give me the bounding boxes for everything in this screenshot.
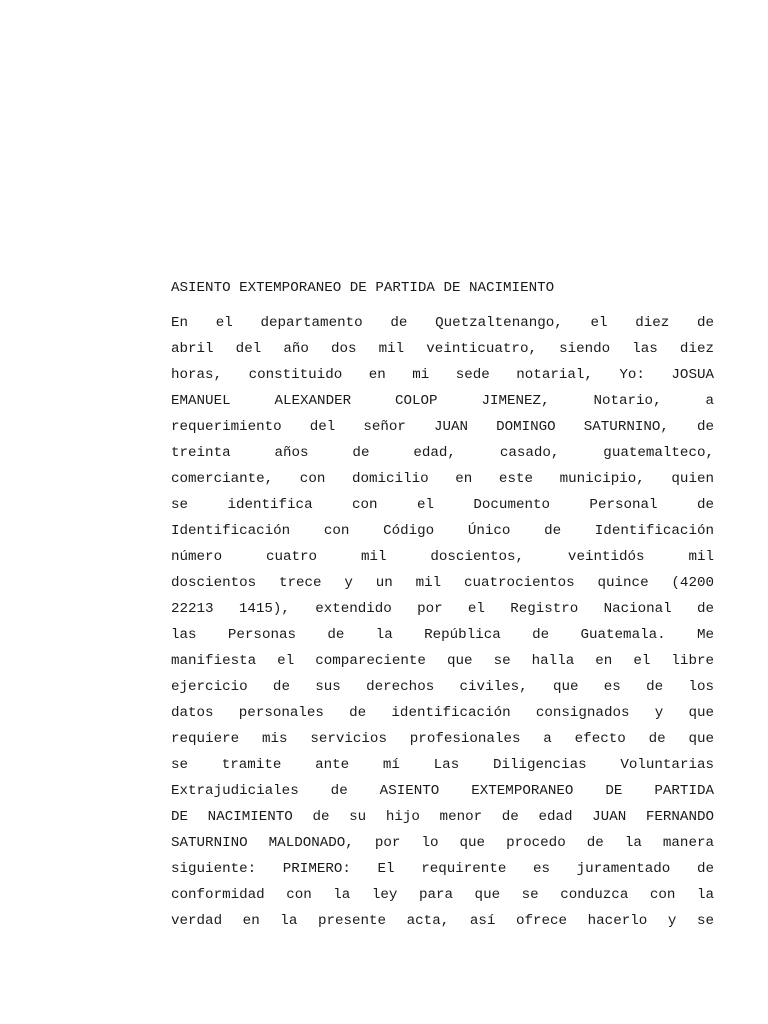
body-line: EMANUEL ALEXANDER COLOP JIMENEZ, Notario, a — [171, 393, 714, 409]
body-line: las Personas de la República de Guatemala. Me — [171, 627, 714, 643]
body-line: conformidad con la ley para que se conduzca con la — [171, 887, 714, 903]
body-line: SATURNINO MALDONADO, por lo que procedo de la manera — [171, 835, 714, 851]
body-line: abril del año dos mil veinticuatro, siendo las diez — [171, 341, 714, 357]
body-line: En el departamento de Quetzaltenango, el diez de — [171, 315, 714, 331]
body-line: requerimiento del señor JUAN DOMINGO SATURNINO, de — [171, 419, 714, 435]
body-line: requiere mis servicios profesionales a efecto de que — [171, 731, 714, 747]
document-title: ASIENTO EXTEMPORANEO DE PARTIDA DE NACIMIENTO — [171, 280, 555, 296]
body-line: se identifica con el Documento Personal de — [171, 497, 714, 513]
body-line: doscientos trece y un mil cuatrocientos quince (4200 — [171, 575, 714, 591]
body-line: datos personales de identificación consignados y que — [171, 705, 714, 721]
body-line: Extrajudiciales de ASIENTO EXTEMPORANEO DE PARTIDA — [171, 783, 714, 799]
body-line: 22213 1415), extendido por el Registro Nacional de — [171, 601, 714, 617]
body-line: siguiente: PRIMERO: El requirente es juramentado de — [171, 861, 714, 877]
body-line: verdad en la presente acta, así ofrece hacerlo y se — [171, 913, 714, 929]
body-line: Identificación con Código Único de Identificación — [171, 523, 714, 539]
document-page — [171, 278, 714, 934]
body-line: se tramite ante mí Las Diligencias Voluntarias — [171, 757, 714, 773]
body-line: número cuatro mil doscientos, veintidós mil — [171, 549, 714, 565]
body-line: comerciante, con domicilio en este municipio, quien — [171, 471, 714, 487]
body-line: horas, constituido en mi sede notarial, Yo: JOSUA — [171, 367, 714, 383]
body-line: manifiesta el compareciente que se halla en el libre — [171, 653, 714, 669]
body-line: ejercicio de sus derechos civiles, que es de los — [171, 679, 714, 695]
body-line: DE NACIMIENTO de su hijo menor de edad JUAN FERNANDO — [171, 809, 714, 825]
body-line: treinta años de edad, casado, guatemalteco, — [171, 445, 714, 461]
